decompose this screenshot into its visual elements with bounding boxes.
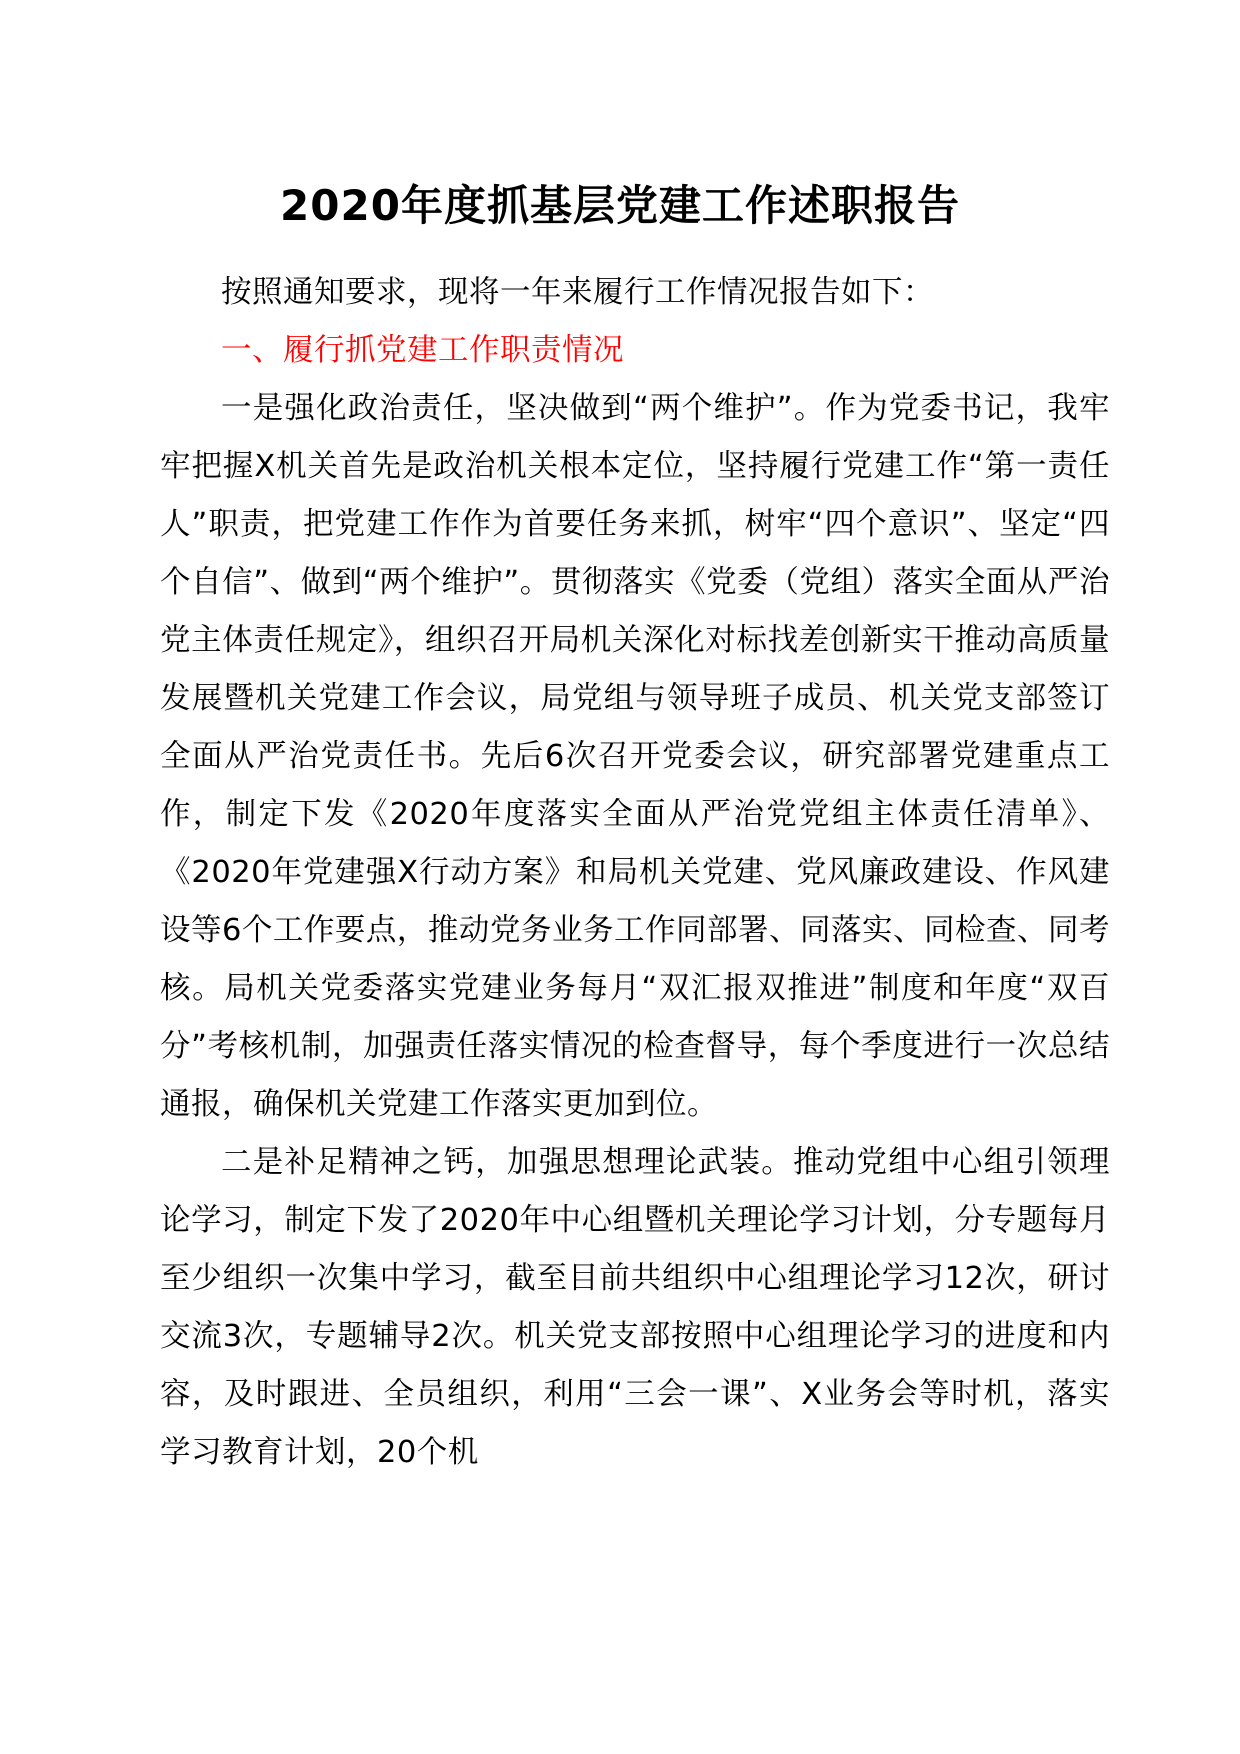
- document-title: 2020年度抓基层党建工作述职报告: [280, 181, 960, 230]
- body-paragraph: 二是补足精神之钙，加强思想理论武装。推动党组中心组引领理论学习，制定下发了2020年中心组暨机关理论学习计划，分专题每月至少组织一次集中学习，截至目前共组织中心组理论学习12次，研讨交流3次，专题辅导2次。机关党支部按照中心组理论学习的进度和内容，及时跟进、全员组织，利用“三会一课”、X业务会等时机，落实学习教育计划，20个机: [160, 1145, 1110, 1470]
- body-paragraph: 一是强化政治责任，坚决做到“两个维护”。作为党委书记，我牢牢把握X机关首先是政治机关根本定位，坚持履行党建工作“第一责任人”职责，把党建工作作为首要任务来抓，树牢“四个意识”、坚定“四个自信”、做到“两个维护”。贯彻落实《党委（党组）落实全面从严治党主体责任规定》，组织召开局机关深化对标找差创新实干推动高质量发展暨机关党建工作会议，局党组与领导班子成员、机关党支部签订全面从严治党责任书。先后6次召开党委会议，研究部署党建重点工作，制定下发《2020年度落实全面从严治党党组主体责任清单》、《2020年党建强X行动方案》和局机关党建、党风廉政建设、作风建设等6个工作要点，推动党务业务工作同部署、同落实、同检查、同考核。局机关党委落实党建业务每月“双汇报双推进”制度和年度“双百分”考核机制，加强责任落实情况的检查督导，每个季度进行一次总结通报，确保机关党建工作落实更加到位。: [160, 391, 1110, 1122]
- section-heading: 一、履行抓党建工作职责情况: [221, 333, 624, 368]
- document-body: [160, 264, 1110, 1482]
- intro-paragraph: 按照通知要求，现将一年来履行工作情况报告如下：: [221, 275, 934, 310]
